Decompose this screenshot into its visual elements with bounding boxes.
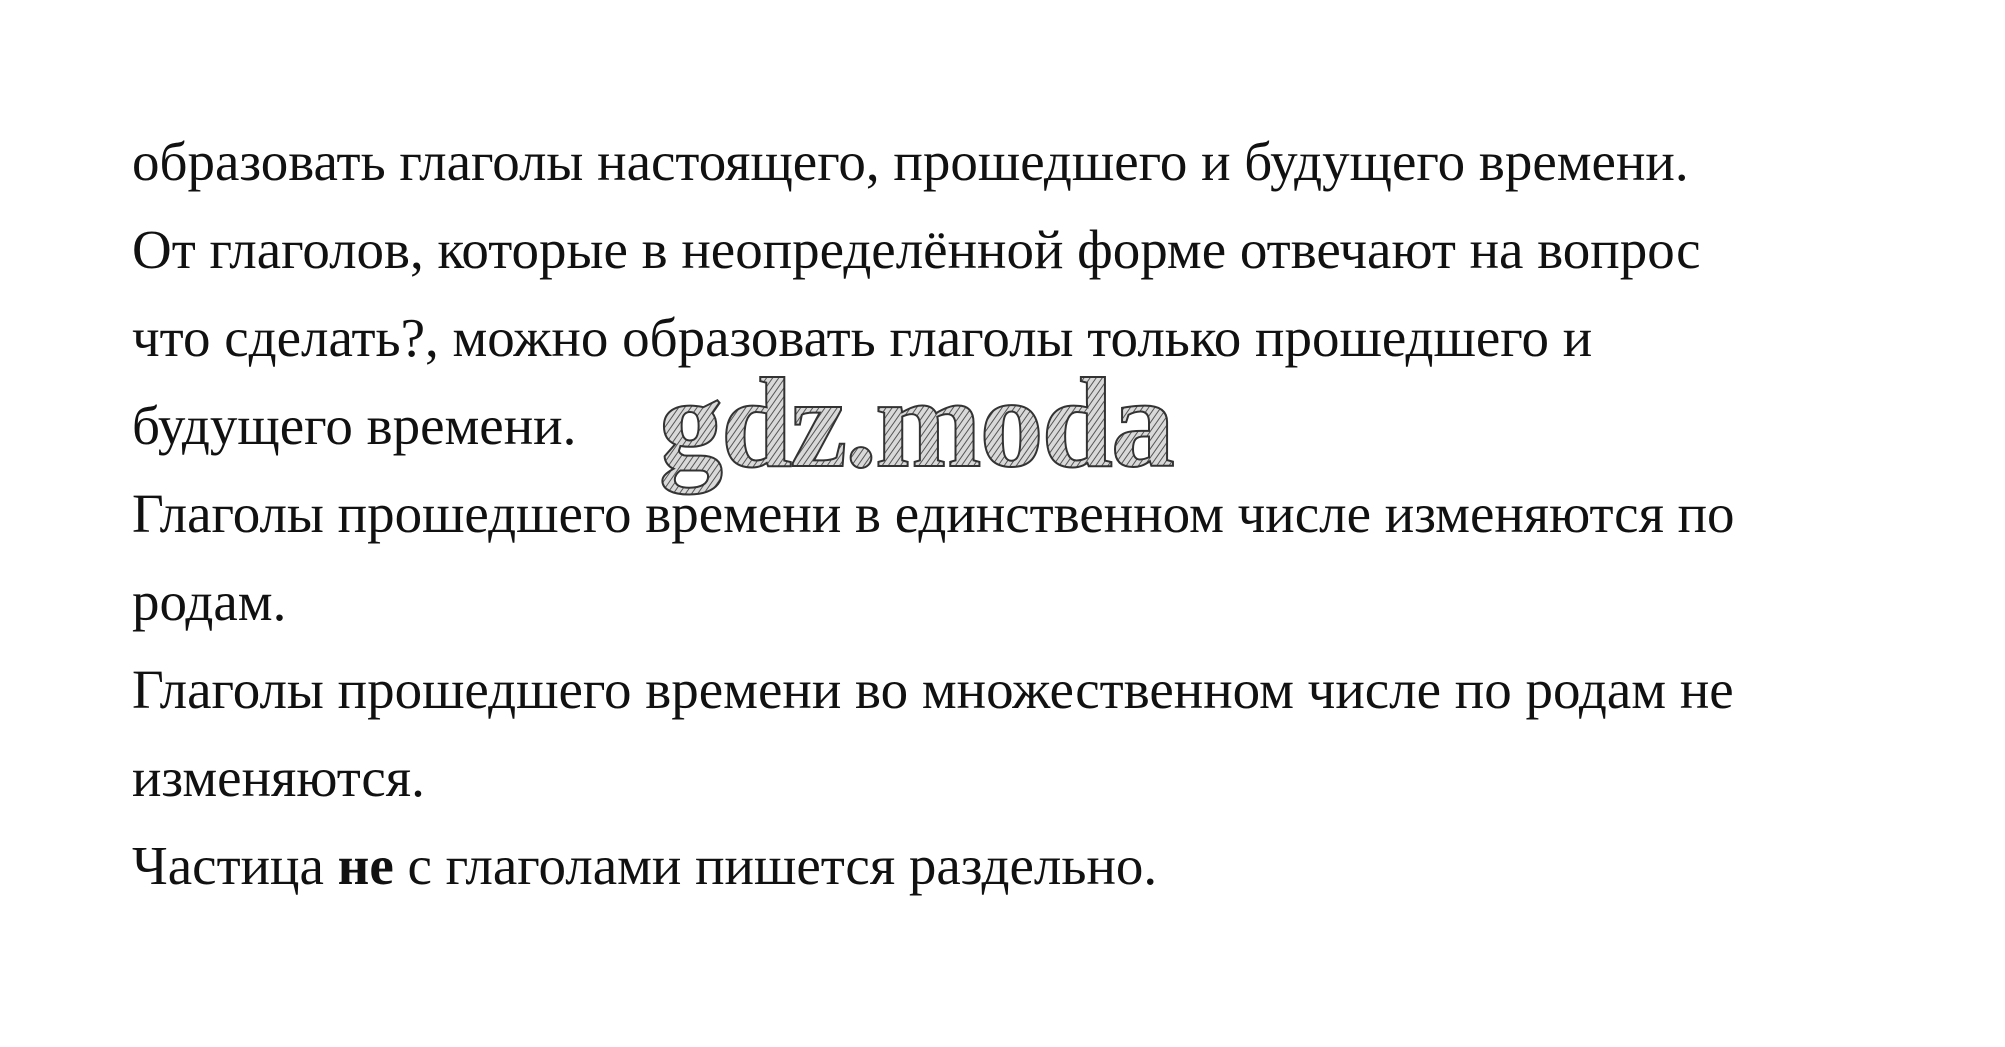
text-line-8: изменяются. — [132, 747, 425, 808]
text-line-3: что сделать?, можно образовать глаголы только прошедшего и — [132, 307, 1593, 368]
rule-text-end: с глаголами пишется раздельно. — [393, 835, 1158, 896]
rule-particle-bold: не — [337, 835, 394, 896]
text-line-7: Глаголы прошедшего времени во множественном числе по родам не — [132, 659, 1734, 720]
watermark-text: gdz.moda — [659, 362, 1173, 494]
text-line-6: родам. — [132, 571, 287, 632]
rule-text-start: Частица — [132, 835, 338, 896]
text-line-2: От глаголов, которые в неопределённой форме отвечают на вопрос — [132, 219, 1701, 280]
text-line-1: образовать глаголы настоящего, прошедшего и будущего времени. — [132, 131, 1689, 192]
text-line-4: будущего времени. — [132, 395, 577, 456]
text-line-5: Глаголы прошедшего времени в единственном числе изменяются по — [132, 483, 1735, 544]
text-line-9 — [132, 822, 1157, 910]
